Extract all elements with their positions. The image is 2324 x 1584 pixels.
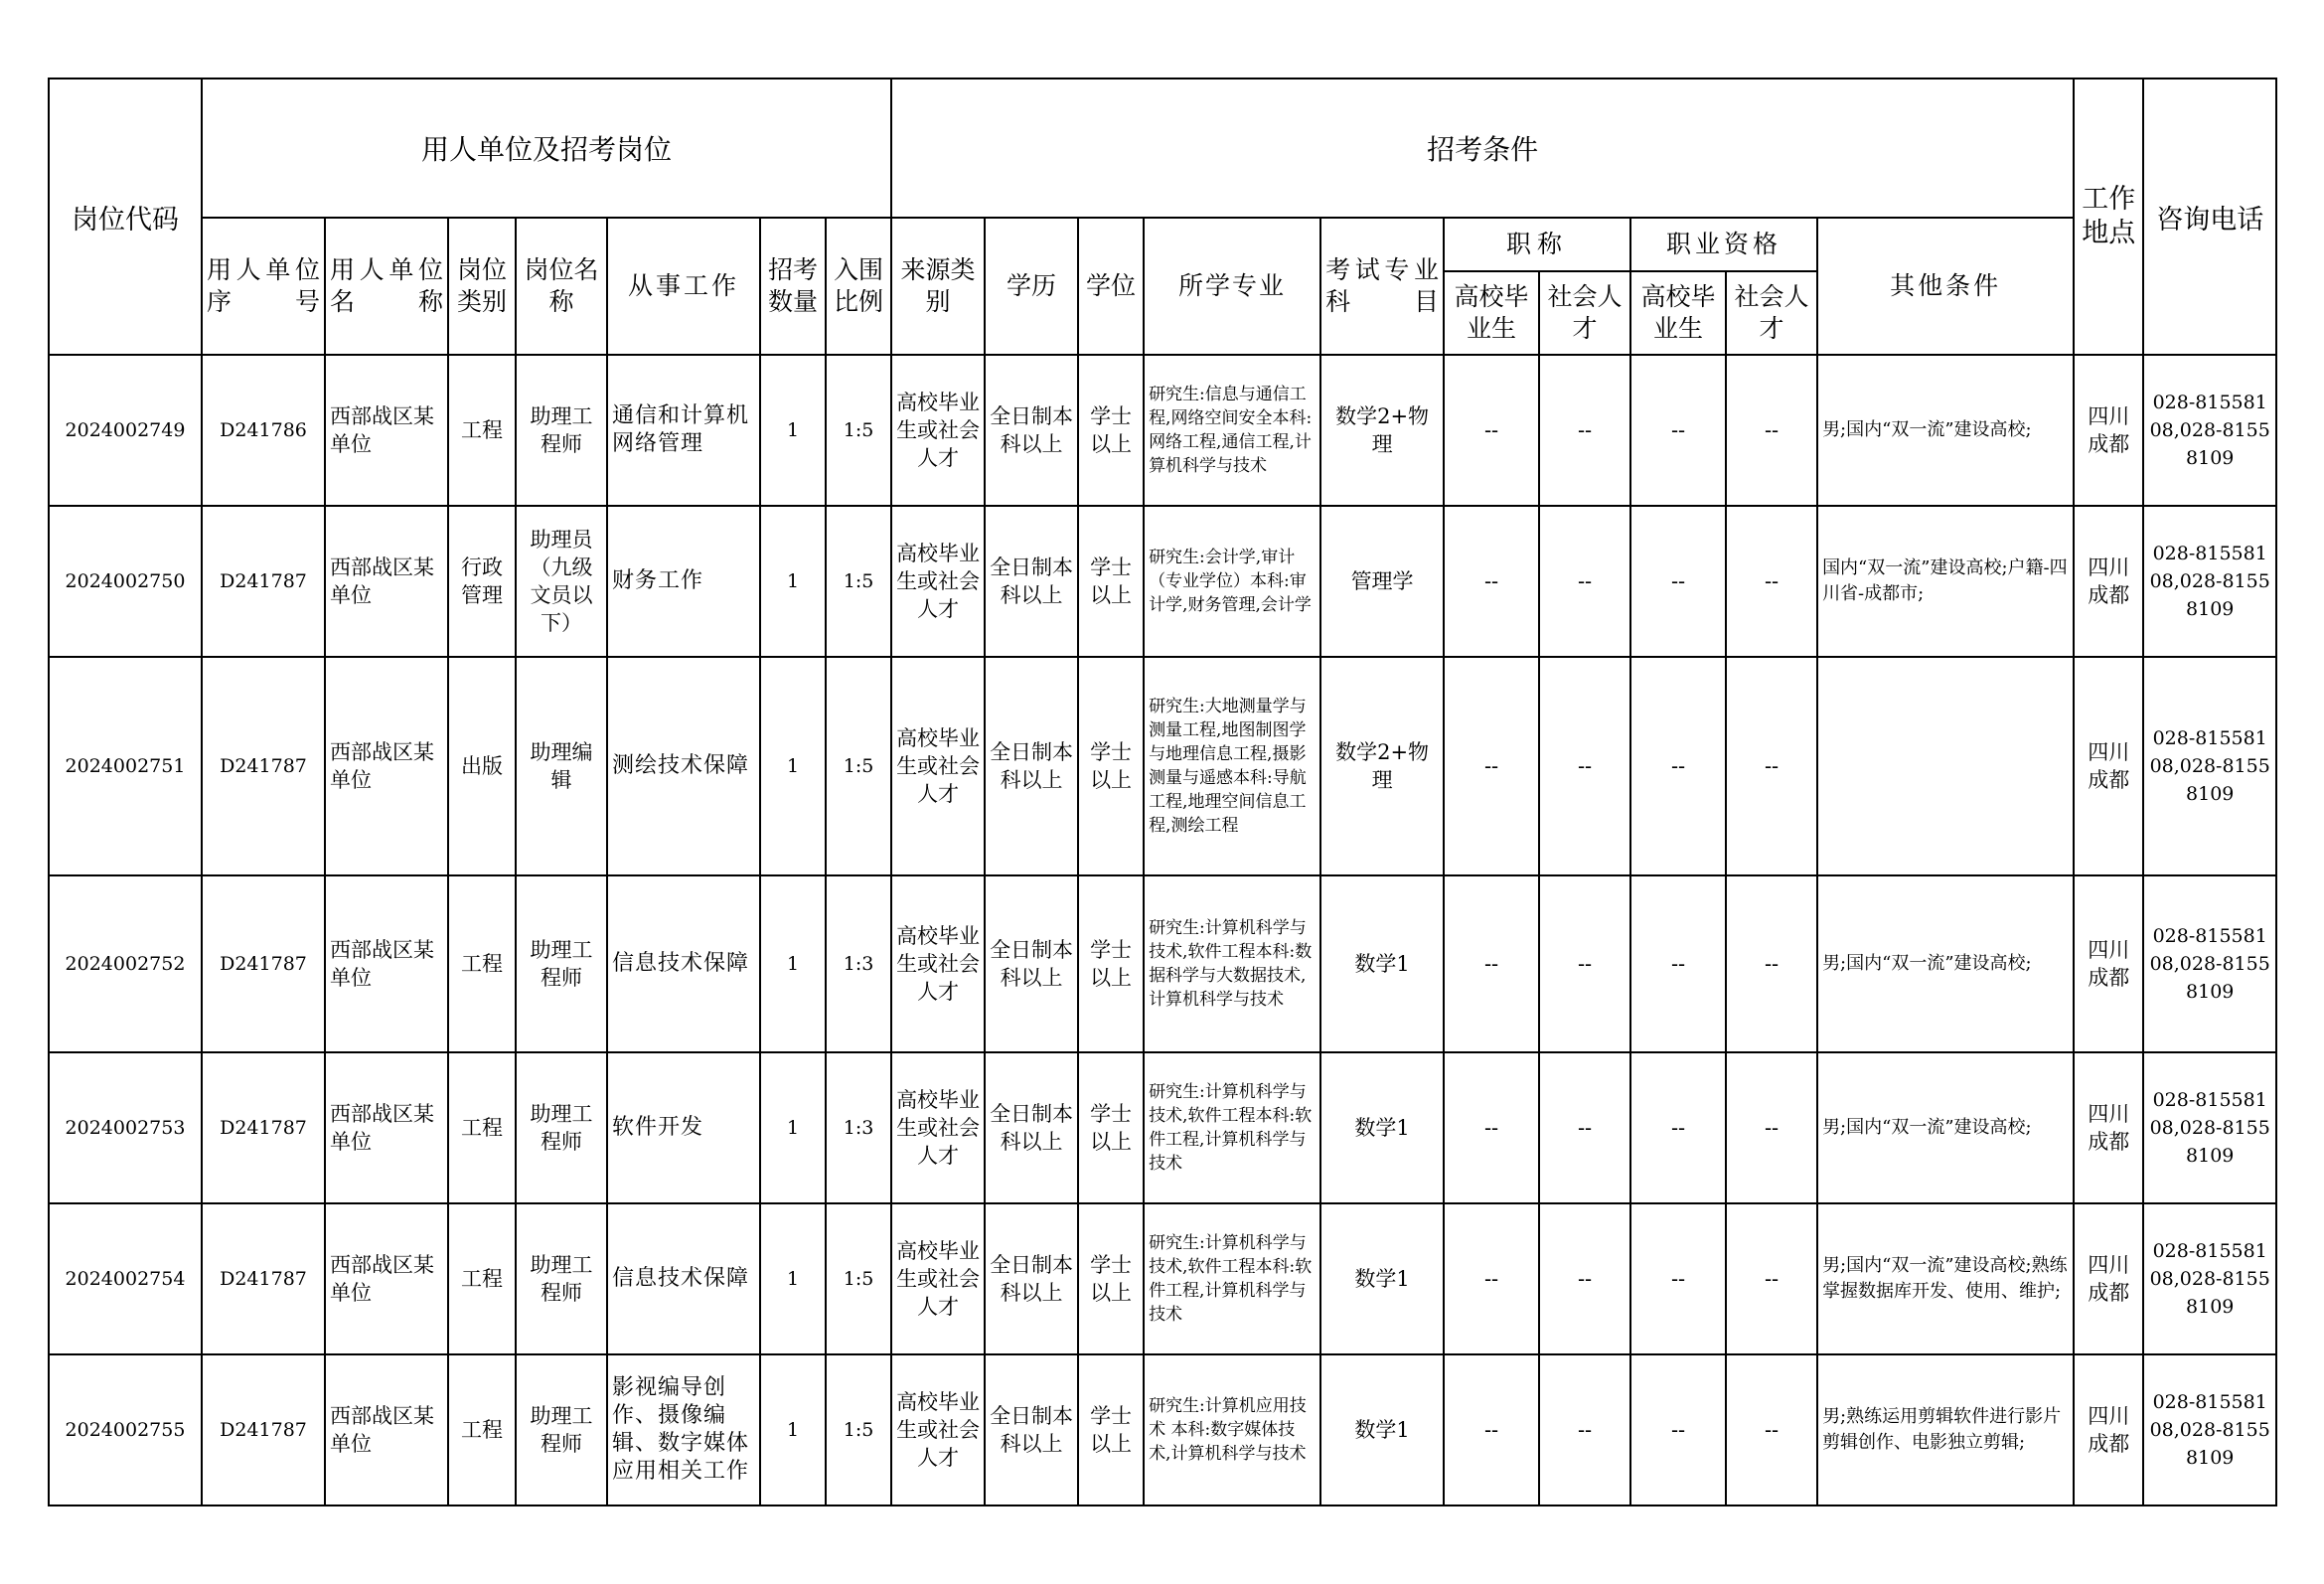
cell-other: 国内“双一流”建设高校;户籍-四川省-成都市;: [1817, 506, 2074, 657]
header-location: 工作地点: [2074, 79, 2143, 355]
header-exam: 考试专业科目: [1320, 218, 1444, 355]
cell-location: 四川成都: [2074, 657, 2143, 875]
cell-work: 信息技术保障: [607, 1203, 760, 1354]
cell-education: 全日制本科以上: [985, 1354, 1078, 1505]
cell-seq: D241787: [202, 1354, 325, 1505]
cell-title-graduate: --: [1444, 355, 1539, 506]
cell-source: 高校毕业生或社会人才: [891, 1052, 985, 1203]
cell-location: 四川成都: [2074, 1354, 2143, 1505]
cell-qual-graduate: --: [1630, 1052, 1726, 1203]
cell-post-name: 助理员（九级文员以下）: [516, 506, 607, 657]
cell-degree: 学士以上: [1078, 875, 1144, 1052]
cell-major: 研究生:计算机科学与技术,软件工程本科:软件工程,计算机科学与技术: [1144, 1052, 1320, 1203]
cell-degree: 学士以上: [1078, 506, 1144, 657]
cell-code: 2024002749: [49, 355, 202, 506]
cell-major: 研究生:计算机科学与技术,软件工程本科:数据科学与大数据技术,计算机科学与技术: [1144, 875, 1320, 1052]
cell-type: 出版: [448, 657, 516, 875]
cell-work: 测绘技术保障: [607, 657, 760, 875]
header-unit-name: 用人单位名称: [325, 218, 448, 355]
cell-count: 1: [760, 875, 826, 1052]
cell-education: 全日制本科以上: [985, 875, 1078, 1052]
cell-ratio: 1:3: [826, 875, 891, 1052]
cell-location: 四川成都: [2074, 1203, 2143, 1354]
cell-phone: 028-81558108,028-81558109: [2143, 1203, 2276, 1354]
cell-location: 四川成都: [2074, 1052, 2143, 1203]
cell-title-social: --: [1539, 875, 1630, 1052]
header-source: 来源类别: [891, 218, 985, 355]
cell-phone: 028-81558108,028-81558109: [2143, 355, 2276, 506]
header-count: 招考数量: [760, 218, 826, 355]
cell-post-name: 助理编辑: [516, 657, 607, 875]
cell-qual-social: --: [1726, 355, 1817, 506]
cell-source: 高校毕业生或社会人才: [891, 657, 985, 875]
header-other: 其他条件: [1817, 218, 2074, 355]
cell-other: 男;熟练运用剪辑软件进行影片剪辑创作、电影独立剪辑;: [1817, 1354, 2074, 1505]
cell-title-social: --: [1539, 506, 1630, 657]
cell-exam: 数学1: [1320, 1354, 1444, 1505]
cell-ratio: 1:5: [826, 355, 891, 506]
cell-qual-graduate: --: [1630, 506, 1726, 657]
header-work: 从事工作: [607, 218, 760, 355]
table-row: [49, 1052, 2276, 1203]
cell-title-social: --: [1539, 355, 1630, 506]
cell-location: 四川成都: [2074, 355, 2143, 506]
cell-qual-graduate: --: [1630, 1203, 1726, 1354]
cell-unit: 西部战区某单位: [325, 506, 448, 657]
header-unit-group: 用人单位及招考岗位: [202, 79, 891, 218]
header-condition-group: 招考条件: [891, 79, 2074, 218]
table-row: [49, 355, 2276, 506]
cell-qual-social: --: [1726, 506, 1817, 657]
header-code: 岗位代码: [49, 79, 202, 355]
cell-qual-social: --: [1726, 875, 1817, 1052]
cell-unit: 西部战区某单位: [325, 657, 448, 875]
cell-phone: 028-81558108,028-81558109: [2143, 506, 2276, 657]
cell-source: 高校毕业生或社会人才: [891, 1354, 985, 1505]
cell-unit: 西部战区某单位: [325, 875, 448, 1052]
cell-type: 行政管理: [448, 506, 516, 657]
cell-education: 全日制本科以上: [985, 355, 1078, 506]
cell-education: 全日制本科以上: [985, 506, 1078, 657]
cell-seq: D241787: [202, 875, 325, 1052]
header-title-group: 职称: [1444, 218, 1630, 271]
cell-post-name: 助理工程师: [516, 875, 607, 1052]
cell-work: 财务工作: [607, 506, 760, 657]
cell-ratio: 1:5: [826, 657, 891, 875]
cell-ratio: 1:5: [826, 1203, 891, 1354]
cell-exam: 数学1: [1320, 875, 1444, 1052]
cell-phone: 028-81558108,028-81558109: [2143, 657, 2276, 875]
cell-title-social: --: [1539, 1203, 1630, 1354]
cell-degree: 学士以上: [1078, 355, 1144, 506]
cell-exam: 数学1: [1320, 1052, 1444, 1203]
cell-education: 全日制本科以上: [985, 1052, 1078, 1203]
header-education: 学历: [985, 218, 1078, 355]
cell-location: 四川成都: [2074, 875, 2143, 1052]
cell-qual-social: --: [1726, 1203, 1817, 1354]
cell-degree: 学士以上: [1078, 1203, 1144, 1354]
header-ratio: 入围比例: [826, 218, 891, 355]
cell-exam: 数学2+物理: [1320, 355, 1444, 506]
cell-education: 全日制本科以上: [985, 657, 1078, 875]
cell-qual-graduate: --: [1630, 657, 1726, 875]
cell-count: 1: [760, 506, 826, 657]
cell-seq: D241787: [202, 1052, 325, 1203]
cell-qual-graduate: --: [1630, 875, 1726, 1052]
cell-code: 2024002755: [49, 1354, 202, 1505]
cell-type: 工程: [448, 1354, 516, 1505]
cell-major: 研究生:计算机应用技术 本科:数字媒体技术,计算机科学与技术: [1144, 1354, 1320, 1505]
table-row: [49, 1203, 2276, 1354]
cell-source: 高校毕业生或社会人才: [891, 506, 985, 657]
cell-qual-graduate: --: [1630, 355, 1726, 506]
cell-count: 1: [760, 1052, 826, 1203]
cell-work: 软件开发: [607, 1052, 760, 1203]
cell-degree: 学士以上: [1078, 1354, 1144, 1505]
header-title-graduate: 高校毕业生: [1444, 271, 1539, 355]
cell-ratio: 1:5: [826, 506, 891, 657]
cell-ratio: 1:5: [826, 1354, 891, 1505]
cell-type: 工程: [448, 1052, 516, 1203]
cell-source: 高校毕业生或社会人才: [891, 355, 985, 506]
header-unit-seq: 用人单位序号: [202, 218, 325, 355]
cell-unit: 西部战区某单位: [325, 355, 448, 506]
cell-count: 1: [760, 1354, 826, 1505]
cell-exam: 数学2+物理: [1320, 657, 1444, 875]
cell-phone: 028-81558108,028-81558109: [2143, 1354, 2276, 1505]
cell-degree: 学士以上: [1078, 657, 1144, 875]
table-row: [49, 506, 2276, 657]
cell-title-graduate: --: [1444, 657, 1539, 875]
header-qualification-group: 职业资格: [1630, 218, 1817, 271]
cell-code: 2024002750: [49, 506, 202, 657]
cell-source: 高校毕业生或社会人才: [891, 875, 985, 1052]
cell-post-name: 助理工程师: [516, 1354, 607, 1505]
cell-count: 1: [760, 657, 826, 875]
cell-title-graduate: --: [1444, 1052, 1539, 1203]
cell-title-social: --: [1539, 1052, 1630, 1203]
cell-seq: D241787: [202, 506, 325, 657]
cell-title-graduate: --: [1444, 506, 1539, 657]
cell-unit: 西部战区某单位: [325, 1052, 448, 1203]
recruitment-table: [48, 78, 2277, 1506]
cell-seq: D241787: [202, 1203, 325, 1354]
cell-title-graduate: --: [1444, 1354, 1539, 1505]
cell-other: 男;国内“双一流”建设高校;熟练掌握数据库开发、使用、维护;: [1817, 1203, 2074, 1354]
cell-seq: D241787: [202, 657, 325, 875]
cell-type: 工程: [448, 875, 516, 1052]
cell-qual-social: --: [1726, 657, 1817, 875]
cell-phone: 028-81558108,028-81558109: [2143, 875, 2276, 1052]
cell-source: 高校毕业生或社会人才: [891, 1203, 985, 1354]
cell-title-social: --: [1539, 1354, 1630, 1505]
cell-ratio: 1:3: [826, 1052, 891, 1203]
cell-major: 研究生:大地测量学与测量工程,地图制图学与地理信息工程,摄影测量与遥感本科:导航工程,地理空间信息工程,测绘工程: [1144, 657, 1320, 875]
cell-qual-social: --: [1726, 1052, 1817, 1203]
cell-code: 2024002754: [49, 1203, 202, 1354]
cell-title-graduate: --: [1444, 875, 1539, 1052]
header-major: 所学专业: [1144, 218, 1320, 355]
table-row: [49, 657, 2276, 875]
cell-location: 四川成都: [2074, 506, 2143, 657]
cell-code: 2024002752: [49, 875, 202, 1052]
cell-unit: 西部战区某单位: [325, 1203, 448, 1354]
header-post-type: 岗位类别: [448, 218, 516, 355]
cell-major: 研究生:信息与通信工程,网络空间安全本科:网络工程,通信工程,计算机科学与技术: [1144, 355, 1320, 506]
header-qual-graduate: 高校毕业生: [1630, 271, 1726, 355]
cell-exam: 数学1: [1320, 1203, 1444, 1354]
cell-qual-social: --: [1726, 1354, 1817, 1505]
cell-degree: 学士以上: [1078, 1052, 1144, 1203]
header-title-social: 社会人才: [1539, 271, 1630, 355]
cell-type: 工程: [448, 1203, 516, 1354]
cell-title-graduate: --: [1444, 1203, 1539, 1354]
cell-phone: 028-81558108,028-81558109: [2143, 1052, 2276, 1203]
cell-unit: 西部战区某单位: [325, 1354, 448, 1505]
cell-post-name: 助理工程师: [516, 355, 607, 506]
cell-other: 男;国内“双一流”建设高校;: [1817, 1052, 2074, 1203]
cell-seq: D241786: [202, 355, 325, 506]
cell-other: 男;国内“双一流”建设高校;: [1817, 875, 2074, 1052]
cell-qual-graduate: --: [1630, 1354, 1726, 1505]
table-row: [49, 875, 2276, 1052]
cell-work: 影视编导创作、摄像编辑、数字媒体应用相关工作: [607, 1354, 760, 1505]
cell-code: 2024002753: [49, 1052, 202, 1203]
cell-post-name: 助理工程师: [516, 1052, 607, 1203]
cell-major: 研究生:计算机科学与技术,软件工程本科:软件工程,计算机科学与技术: [1144, 1203, 1320, 1354]
cell-count: 1: [760, 355, 826, 506]
cell-work: 通信和计算机网络管理: [607, 355, 760, 506]
cell-code: 2024002751: [49, 657, 202, 875]
cell-count: 1: [760, 1203, 826, 1354]
cell-education: 全日制本科以上: [985, 1203, 1078, 1354]
cell-other: 男;国内“双一流”建设高校;: [1817, 355, 2074, 506]
header-post-name: 岗位名称: [516, 218, 607, 355]
header-qual-social: 社会人才: [1726, 271, 1817, 355]
header-phone: 咨询电话: [2143, 79, 2276, 355]
cell-other: [1817, 657, 2074, 875]
cell-title-social: --: [1539, 657, 1630, 875]
table-row: [49, 1354, 2276, 1505]
cell-post-name: 助理工程师: [516, 1203, 607, 1354]
cell-major: 研究生:会计学,审计（专业学位）本科:审计学,财务管理,会计学: [1144, 506, 1320, 657]
cell-exam: 管理学: [1320, 506, 1444, 657]
header-degree: 学位: [1078, 218, 1144, 355]
cell-type: 工程: [448, 355, 516, 506]
cell-work: 信息技术保障: [607, 875, 760, 1052]
